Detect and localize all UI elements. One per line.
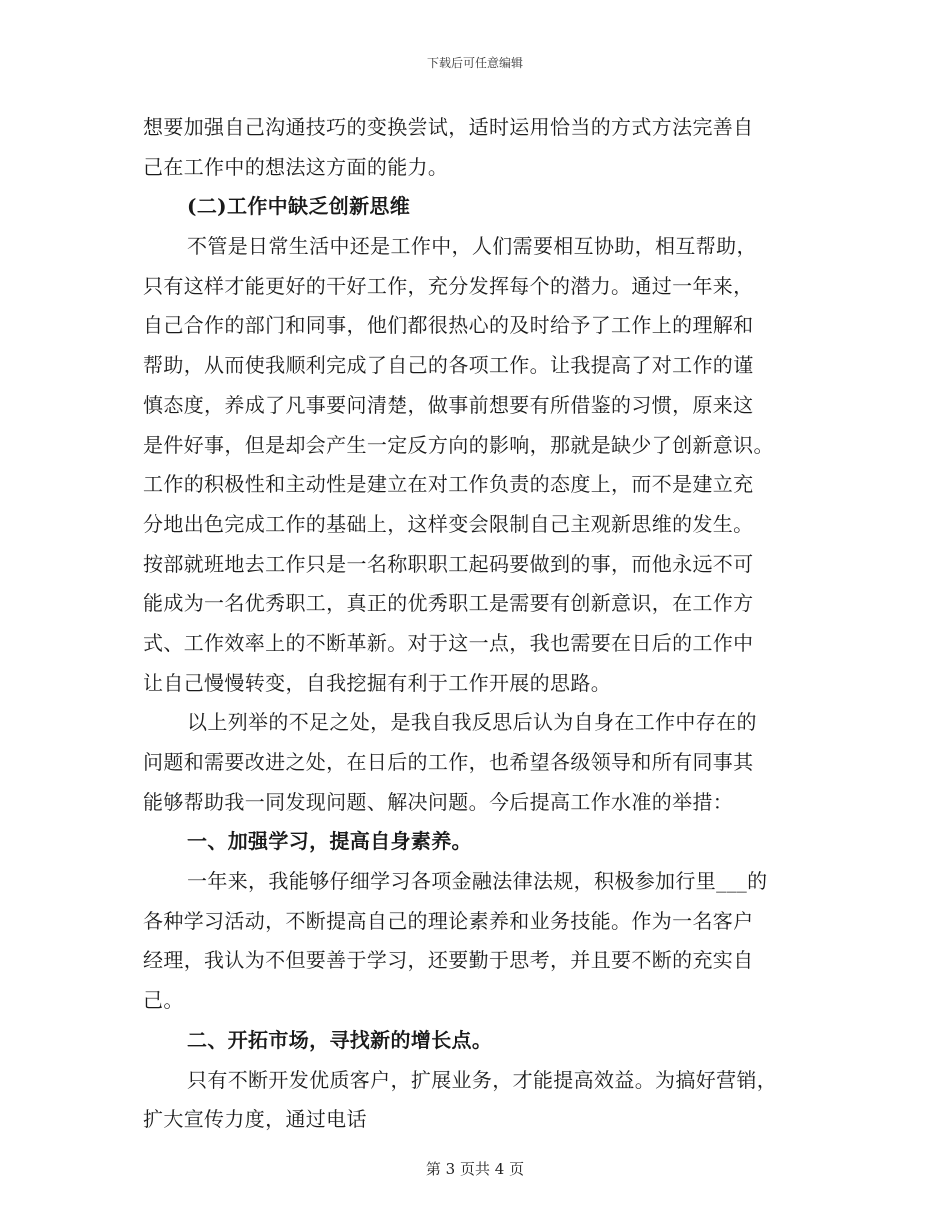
paragraph-line: 各种学习活动，不断提高自己的理论素养和业务技能。作为一名客户 — [143, 908, 754, 933]
paragraph-line: 慎态度，养成了凡事要问清楚，做事前想要有所借鉴的习惯，原来这 — [143, 392, 754, 417]
paragraph-line: 让自己慢慢转变，自我挖掘有利于工作开展的思路。 — [143, 670, 612, 695]
paragraph-line: 己。 — [143, 988, 184, 1013]
paragraph-line: 只有这样才能更好的干好工作，充分发挥每个的潜力。通过一年来， — [143, 273, 754, 298]
paragraph-line: 一年来，我能够仔细学习各项金融法律法规，积极参加行里___的 — [187, 869, 768, 894]
paragraph-line: 式、工作效率上的不断革新。对于这一点，我也需要在日后的工作中 — [143, 630, 754, 655]
paragraph-line: 分地出色完成工作的基础上，这样变会限制自己主观新思维的发生。 — [143, 511, 754, 536]
paragraph-line: 经理，我认为不但要善于学习，还要勤于思考，并且要不断的充实自 — [143, 948, 754, 973]
paragraph-line: 能够帮助我一同发现问题、解决问题。今后提高工作水准的举措： — [143, 789, 734, 814]
section-heading: 二、开拓市场，寻找新的增长点。 — [187, 1027, 493, 1052]
document-body — [143, 108, 811, 1140]
page-number-footer: 第 3 页共 4 页 — [425, 1160, 525, 1178]
paragraph-line: 是件好事，但是却会产生一定反方向的影响，那就是缺少了创新意识。 — [143, 432, 774, 457]
paragraph-line: 帮助，从而使我顺利完成了自己的各项工作。让我提高了对工作的谨 — [143, 353, 754, 378]
page-header: 下载后可任意编辑 — [426, 56, 523, 70]
paragraph-line: 不管是日常生活中还是工作中，人们需要相互协助，相互帮助， — [187, 234, 757, 259]
paragraph-line: 以上列举的不足之处，是我自我反思后认为自身在工作中存在的 — [187, 710, 757, 735]
paragraph-line: 想要加强自己沟通技巧的变换尝试，适时运用恰当的方式方法完善自 — [143, 115, 754, 139]
section-heading: 一、加强学习，提高自身素养。 — [187, 829, 472, 854]
paragraph-line: 工作的积极性和主动性是建立在对工作负责的态度上，而不是建立充 — [143, 472, 754, 497]
paragraph-line: 己在工作中的想法这方面的能力。 — [143, 154, 449, 179]
paragraph-line: 问题和需要改进之处，在日后的工作，也希望各级领导和所有同事其 — [143, 750, 754, 774]
section-heading: (二)工作中缺乏创新思维 — [187, 194, 411, 219]
paragraph-line: 能成为一名优秀职工，真正的优秀职工是需要有创新意识，在工作方 — [143, 591, 754, 616]
paragraph-line: 扩大宣传力度，通过电话 — [143, 1107, 367, 1132]
paragraph-line: 只有不断开发优质客户，扩展业务，才能提高效益。为搞好营销， — [187, 1067, 778, 1092]
paragraph-line: 按部就班地去工作只是一名称职职工起码要做到的事，而他永远不可 — [143, 551, 754, 576]
paragraph-line: 自己合作的部门和同事，他们都很热心的及时给予了工作上的理解和 — [143, 313, 754, 338]
